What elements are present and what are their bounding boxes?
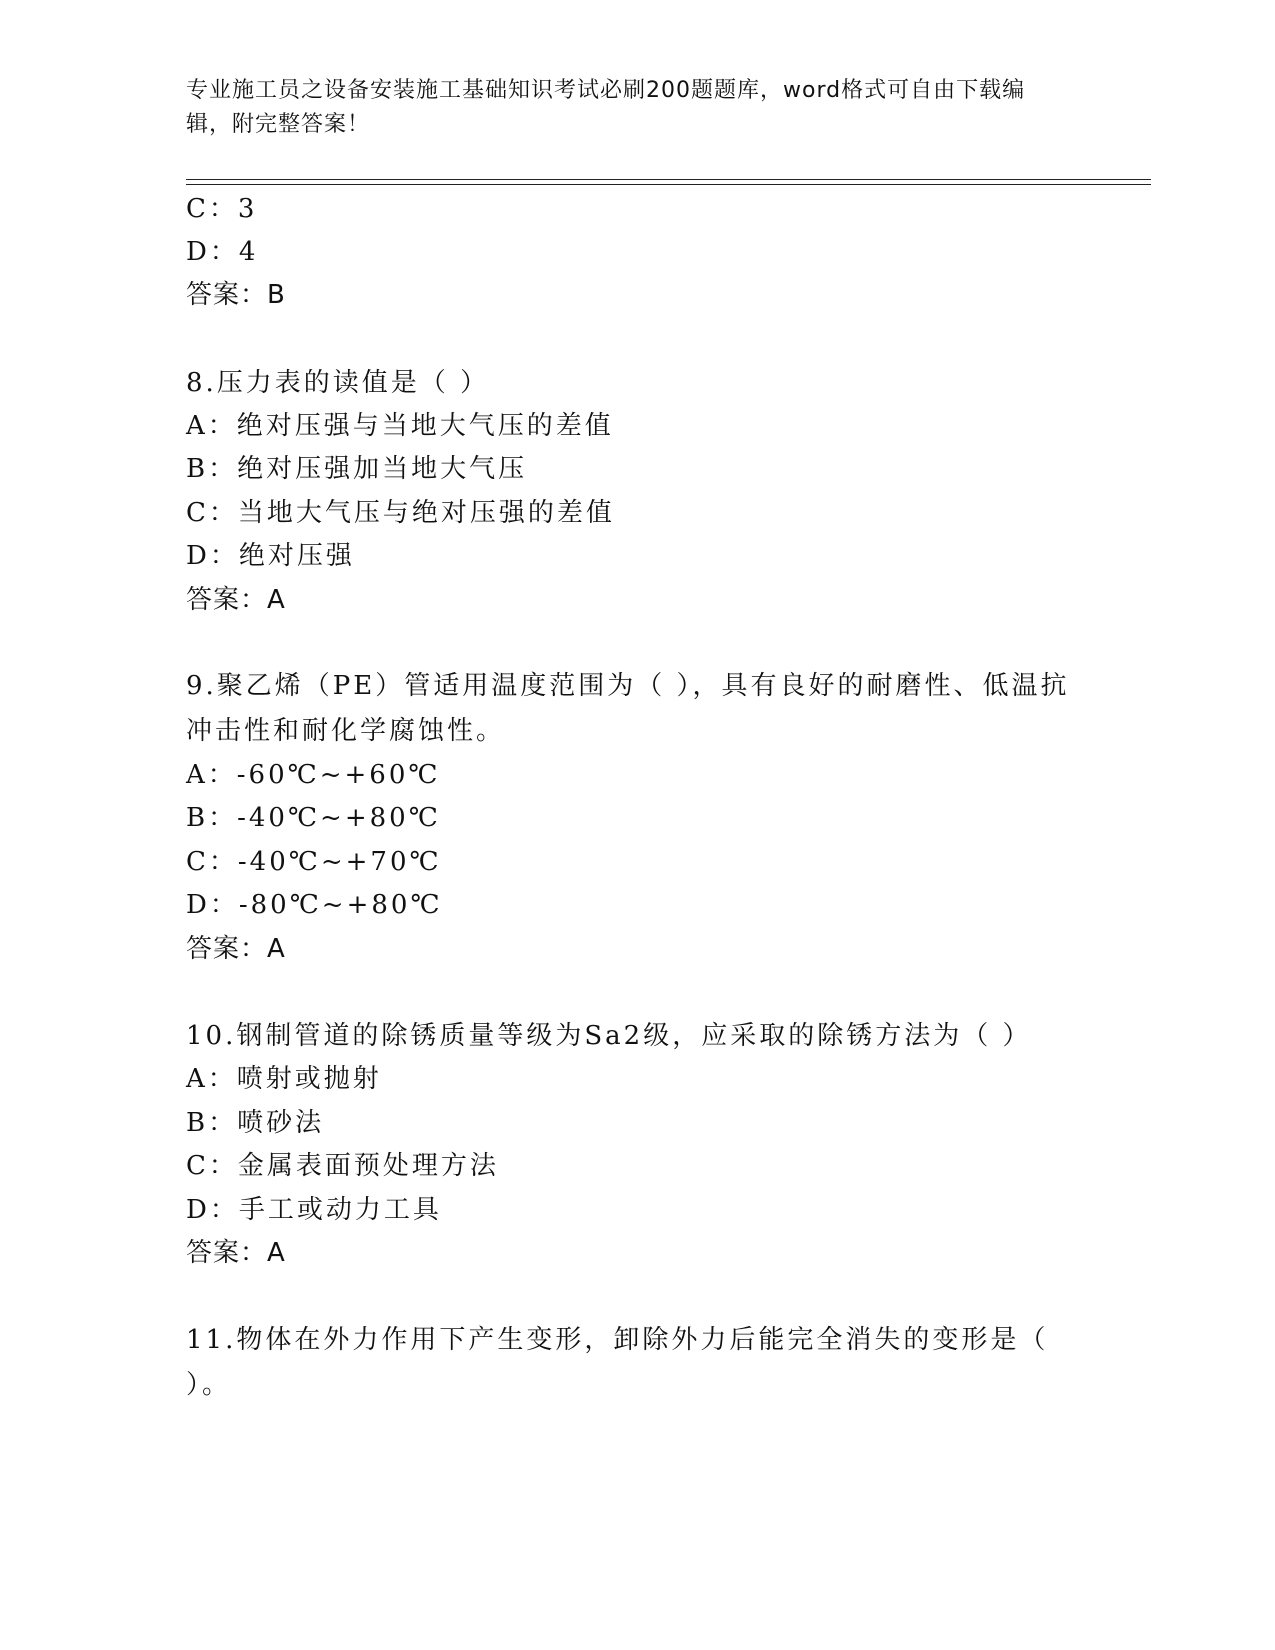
question-10-text: 10.钢制管道的除锈质量等级为Sa2级，应采取的除锈方法为（ ） (186, 1021, 1032, 1051)
question-9-option-d: D：-80℃~+80℃ (186, 890, 443, 920)
answer-line: 答案：B (186, 280, 286, 310)
question-10-option-b: B：喷砂法 (186, 1108, 325, 1138)
option-d: D：4 (186, 237, 259, 267)
question-8-option-a: A：绝对压强与当地大气压的差值 (186, 411, 614, 441)
question-9-answer: 答案：A (186, 934, 286, 964)
question-8-answer: 答案：A (186, 585, 286, 615)
question-10-option-d: D：手工或动力工具 (186, 1195, 442, 1225)
question-9-option-a: A：-60℃~+60℃ (186, 760, 441, 790)
document-header: 专业施工员之设备安装施工基础知识考试必刷200题题库，word格式可自由下载编辑，附完整答案！ (186, 78, 1026, 137)
question-8-text: 8.压力表的读值是（ ） (186, 368, 490, 398)
question-11-text: 11.物体在外力作用下产生变形，卸除外力后能完全消失的变形是（ ）。 (186, 1325, 1049, 1400)
header-divider-bottom (186, 184, 1151, 185)
header-divider-top (186, 179, 1151, 180)
question-10-answer: 答案：A (186, 1238, 286, 1268)
question-10-option-a: A：喷射或抛射 (186, 1064, 382, 1094)
question-9-text: 9.聚乙烯（PE）管适用温度范围为（ ），具有良好的耐磨性、低温抗冲击性和耐化学腐蚀性。 (186, 671, 1070, 746)
question-9-option-b: B：-40℃~+80℃ (186, 803, 441, 833)
question-8-option-c: C：当地大气压与绝对压强的差值 (186, 498, 615, 528)
question-8-option-d: D：绝对压强 (186, 541, 355, 571)
question-10-option-c: C：金属表面预处理方法 (186, 1151, 499, 1181)
question-8-option-b: B：绝对压强加当地大气压 (186, 454, 528, 484)
option-c: C：3 (186, 194, 258, 224)
question-9-option-c: C：-40℃~+70℃ (186, 847, 442, 877)
